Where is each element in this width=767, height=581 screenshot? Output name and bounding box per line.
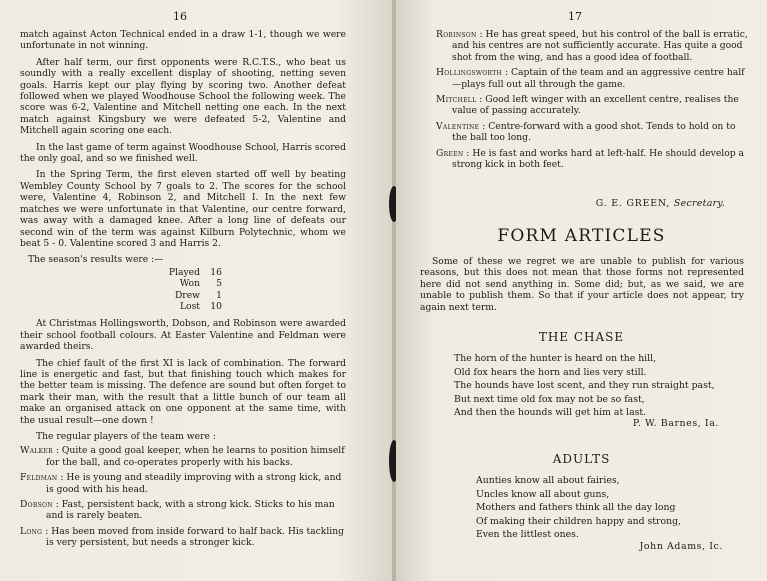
poem-line: But next time old fox may not be so fast, [454, 393, 645, 405]
player-description: : Has been moved from inside forward to half back. His tackling is very persistent, but needs a stronger kick. [45, 525, 345, 549]
player-entry [436, 29, 752, 63]
section-heading: FORM ARTICLES [497, 226, 666, 246]
result-row [160, 278, 346, 289]
poem-line: Aunties know all about fairies, [476, 475, 620, 486]
player-entry [436, 147, 752, 171]
player-description: : He has great speed, but his control of the ball is erratic, and his centres are not sufficiently accurate. Has quite a good shot from the wing, and has a good idea of football. [452, 29, 748, 63]
player-entry [20, 499, 346, 522]
section-intro: Some of these we regret we are unable to publish for various reasons, but this does not mean that those forms not represented here did not send anything in. Some did; but, as we said, we are unable to publish them. So that if your article does not appear, try again next term. [420, 256, 744, 313]
player-name: Robinson [436, 29, 477, 40]
poem-title: THE CHASE [538, 330, 625, 344]
paragraph: match against Acton Technical ended in a draw 1-1, though we were unfortunate in not winning. [20, 29, 346, 52]
player-description: : Good left winger with an excellent centre, realises the value of passing accurately. [452, 94, 739, 117]
paragraph: In the Spring Term, the first eleven started off well by beating Wembley County School by 7 goals to 2. The scores for the school were, Valentine 4, Robinson 2, and Mitchell I. In the next few matches we were unfortunate in that Valentine, our centre forward, was away with a damaged knee. After a long line of defeats our second win of the term was against Kilburn Polytechnic, whom we beat 5 - 0. Valentine scored 3 and Harris 2. [20, 169, 346, 249]
player-name: Long [20, 525, 43, 537]
result-label: Won [179, 278, 200, 290]
poem-line: The hounds have lost scent, and they run straight past, [454, 380, 715, 392]
player-name: Valentine [436, 120, 480, 132]
player-description: : Fast, persistent back, with a strong kick. Sticks to his man and is rarely beaten. [46, 499, 335, 522]
poem-lines [476, 474, 681, 542]
poem-line: Of making their children happy and strong, [476, 515, 681, 527]
poem-line: Old fox hears the horn and lies very still. [454, 366, 647, 378]
player-name: Mitchell [436, 94, 477, 106]
poem-line: The horn of the hunter is heard on the hill, [454, 353, 657, 364]
player-name: Hollingsworth [436, 67, 503, 79]
poem-lines [454, 352, 715, 420]
player-name: Green [436, 147, 464, 159]
result-label: Lost [179, 300, 200, 312]
page-number: 16 [173, 10, 187, 23]
result-value: 10 [210, 300, 222, 312]
player-description: : Centre-forward with a good shot. Tends to hold on to the ball too long. [452, 120, 736, 144]
player-entry [436, 94, 752, 117]
paragraph: The chief fault of the first XI is lack of combination. The forward line is energetic and fast, but that finishing touch which makes for the better team is missing. The defence are sound but often forget to mark their man, with the result that a little bunch of our team all make an organised attack on one opponent at the same time, with the usual result—one down ! [20, 357, 346, 426]
result-label: Drew [174, 289, 200, 301]
result-row [160, 290, 346, 301]
signature-name: G. E. GREEN, [595, 198, 671, 209]
paragraph: At Christmas Hollingsworth, Dobson, and Robinson were awarded their school football colours. At Easter Valentine and Feldman were awarded theirs. [20, 318, 346, 353]
result-row [160, 267, 346, 278]
player-entry [20, 472, 346, 495]
player-entry [20, 525, 346, 549]
secretary-signature [596, 198, 725, 209]
paragraph: The regular players of the team were : [36, 431, 216, 442]
left-page-body [20, 29, 346, 553]
season-results [20, 254, 346, 312]
poem-line: And then the hounds will get him at last. [454, 407, 647, 419]
player-name: Walker [20, 445, 53, 457]
paragraph: In the last game of term against Woodhouse School, Harris scored the only goal, and so we finished well. [20, 141, 346, 165]
poem-author: P. W. Barnes, Ia. [632, 418, 719, 429]
result-row [160, 301, 346, 312]
player-entry [436, 120, 752, 144]
player-name: Feldman [20, 472, 58, 484]
poem-author: John Adams, Ic. [639, 541, 723, 552]
player-entry [436, 67, 752, 90]
player-description: : He is fast and works hard at left-half. He should develop a strong kick in both feet. [452, 147, 745, 171]
result-label: Played [168, 266, 200, 278]
player-name: Dobson [20, 499, 53, 511]
poem-title: ADULTS [552, 452, 611, 466]
results-intro: The season's results were :— [28, 254, 164, 266]
result-value: 1 [216, 289, 222, 301]
player-description: : Captain of the team and an aggressive centre half—plays full out all through the game. [452, 67, 745, 90]
result-value: 5 [216, 278, 222, 290]
page-number: 17 [568, 10, 582, 23]
signature-role: Secretary. [673, 198, 725, 209]
player-description: : Quite a good goal keeper, when he learns to position himself for the ball, and co-operates properly with his backs. [46, 445, 345, 468]
result-value: 16 [210, 266, 222, 278]
paragraph: After half term, our first opponents were R.C.T.S., who beat us soundly with a really excellent display of shooting, netting seven goals. Harris kept our play flying by scoring two. Another defeat followed when we played Woodhouse School the following week. The score was 6-2, Valentine and Mitchell netting one each. In the next match against Kingsbury we were defeated 5-2, Valentine and Mitchell again scoring one each. [20, 56, 346, 137]
player-entry [20, 445, 346, 468]
poem-line: Uncles know all about guns, [476, 488, 610, 500]
poem-line: Mothers and fathers think all the day long [476, 502, 676, 514]
right-page [396, 0, 767, 581]
right-page-players [436, 29, 752, 174]
poem-line: Even the littlest ones. [476, 529, 579, 541]
player-description: : He is young and steadily improving with a strong kick, and is good with his head. [46, 472, 342, 495]
